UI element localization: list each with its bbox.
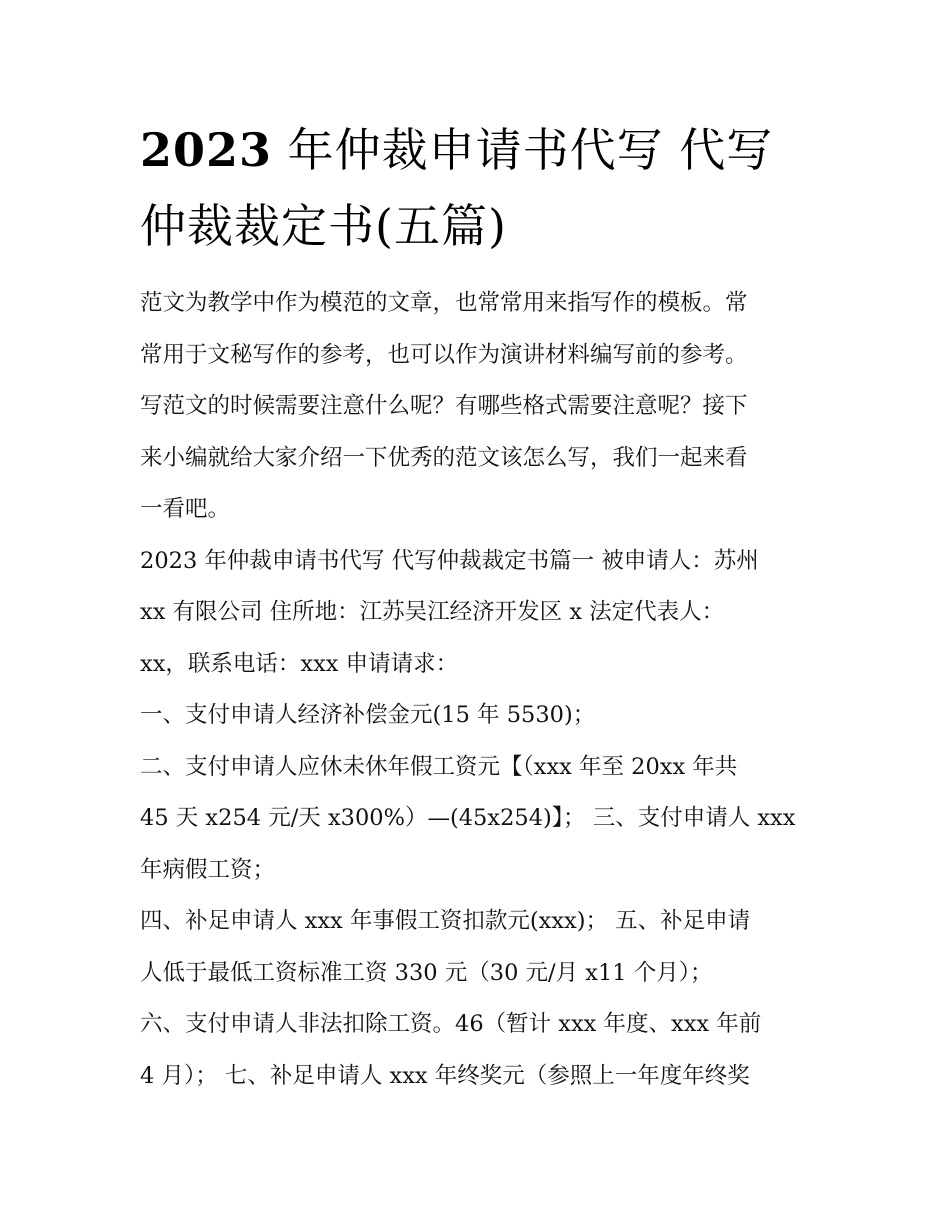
body-line: 四、补足申请人 xxx 年事假工资扣款元(xxx)； 五、补足申请: [140, 908, 751, 934]
document-title: [140, 112, 830, 264]
body-line: 六、支付申请人非法扣除工资。46（暂计 xxx 年度、xxx 年前: [140, 1011, 762, 1037]
body-line: 一、支付申请人经济补偿金元(15 年 5530)；: [140, 702, 596, 728]
title-year: 2023: [140, 123, 273, 177]
body-line: xx，联系电话：xxx 申请请求：: [140, 650, 459, 677]
body-line: 范文为教学中作为模范的文章，也常常用来指写作的模板。常: [140, 290, 748, 316]
document-body: [140, 278, 820, 1102]
body-line: 常用于文秘写作的参考，也可以作为演讲材料编写前的参考。: [140, 341, 748, 368]
body-line: 二、支付申请人应休未休年假工资元【（xxx 年至 20xx 年共: [140, 753, 738, 780]
body-line: 来小编就给大家介绍一下优秀的范文该怎么写，我们一起来看: [140, 444, 748, 471]
body-line: 人低于最低工资标准工资 330 元（30 元/月 x11 个月）；: [140, 959, 713, 986]
title-line-1: 年仲裁申请书代写 代写: [272, 123, 774, 177]
body-line: 写范文的时候需要注意什么呢？有哪些格式需要注意呢？接下: [140, 393, 748, 419]
body-line: 一看吧。: [140, 496, 231, 522]
body-line: 2023 年仲裁申请书代写 代写仲裁裁定书篇一 被申请人：苏州: [140, 547, 759, 574]
title-line-2: 仲裁裁定书(五篇): [140, 199, 507, 253]
body-line: 45 天 x254 元/天 x300%）—(45x254)】； 三、支付申请人 xxx: [140, 805, 796, 831]
body-line: xx 有限公司 住所地：江苏吴江经济开发区 x 法定代表人：: [140, 599, 725, 625]
body-line: 年病假工资；: [140, 856, 276, 883]
body-line: 4 月）； 七、补足申请人 xxx 年终奖元（参照上一年度年终奖: [140, 1062, 750, 1089]
